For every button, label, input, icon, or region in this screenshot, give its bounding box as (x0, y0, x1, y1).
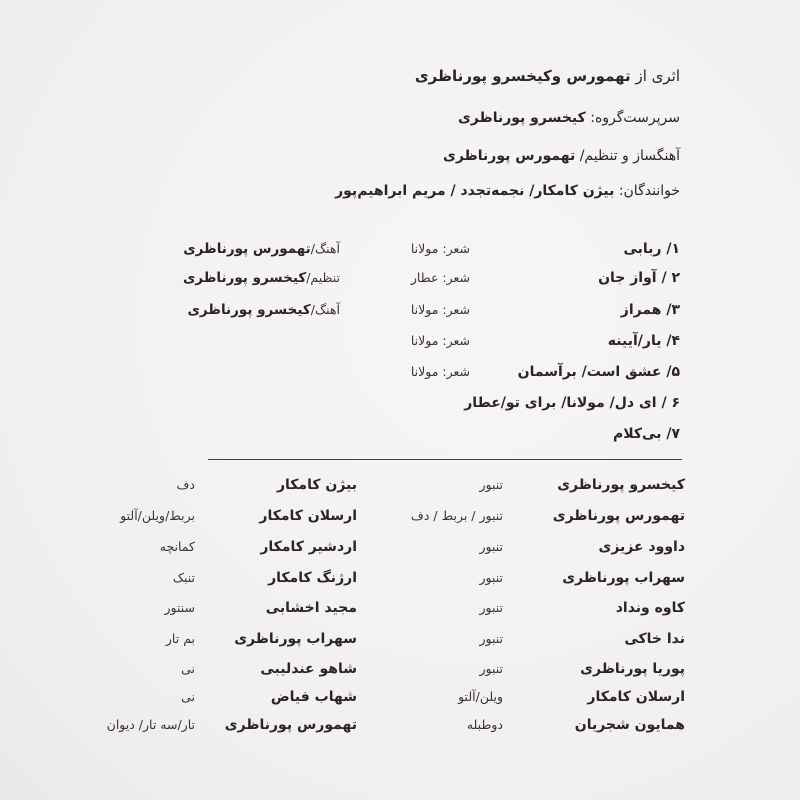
musician-name: اردشیر کامکار (260, 539, 357, 555)
musician-instrument: بربط/ویلن/آلتو (120, 508, 195, 523)
track-title: ۷/ بی‌کلام (613, 426, 680, 442)
musician-row (5, 508, 685, 530)
musician-row (5, 570, 685, 592)
credit-name: کیخسرو پورناظری (187, 302, 311, 318)
musician-instrument: تنبور (479, 477, 503, 492)
track-poet: شعر: مولانا (410, 364, 470, 379)
director-label: سرپرست‌گروه: (590, 110, 680, 126)
credit-label: آهنگ/ (310, 241, 340, 256)
musician-name: بیژن کامکار (276, 477, 357, 493)
musician-instrument: تنبور (479, 570, 503, 585)
musician-name: تهمورس پورناظری (552, 508, 685, 524)
musician-instrument: نی (181, 661, 195, 676)
credit-label: تنظیم/ (306, 270, 340, 285)
track-title: ۲ / آواز جان (598, 270, 680, 286)
musician-row (5, 477, 685, 499)
title-prefix: اثری از (635, 67, 680, 85)
musician-instrument: تنبور (479, 631, 503, 646)
singers-names: بیژن کامکار/ نجمه‌تجدد / مریم ابراهیم‌پور (335, 183, 615, 199)
track-credit (183, 270, 340, 286)
track-item (80, 426, 680, 448)
musician-instrument: ویلن/آلتو (458, 689, 503, 704)
track-item (80, 364, 680, 386)
track-poet: شعر: مولانا (410, 241, 470, 256)
credit-name: تهمورس پورناظری (183, 241, 311, 257)
track-title: ۵/ عشق است/ برآسمان (517, 364, 680, 380)
director-line (458, 108, 680, 128)
composer-label: آهنگساز و تنظیم/ (579, 148, 680, 164)
composer-line (443, 146, 680, 166)
singers-label: خوانندگان: (618, 183, 680, 199)
musician-name: ارسلان کامکار (587, 689, 685, 705)
title-names: تهمورس وکیخسرو پورناظری (414, 67, 631, 85)
credit-name: کیخسرو پورناظری (182, 270, 307, 286)
musician-name: تهمورس پورناظری (224, 717, 357, 733)
track-item (80, 270, 680, 292)
musician-row (5, 600, 685, 622)
track-title: ۳/ همراز (620, 302, 680, 318)
musician-name: کاوه ونداد (615, 600, 685, 616)
musician-instrument: تار/سه تار/ دیوان (106, 717, 195, 732)
musician-name: شهاب فیاض (270, 689, 357, 705)
musician-name: مجید اخشابی (265, 600, 357, 616)
musician-instrument: تنبک (172, 570, 195, 585)
musician-name: ارژنگ کامکار (268, 570, 357, 586)
track-item (80, 302, 680, 324)
musician-name: ندا خاکی (624, 631, 685, 647)
musician-instrument: بم تار (165, 631, 195, 646)
track-credit (183, 241, 340, 257)
musician-row (5, 631, 685, 653)
section-divider (208, 459, 682, 460)
musician-name: سهراب پورناظری (234, 631, 357, 647)
track-item (80, 241, 680, 263)
musician-row (5, 717, 685, 739)
musician-instrument: کمانچه (159, 539, 195, 554)
composer-name: تهمورس پورناظری (443, 148, 576, 164)
director-name: کیخسرو پورناظری (457, 110, 586, 126)
musician-row (5, 689, 685, 711)
track-poet: شعر: عطار (410, 270, 470, 285)
musician-row (5, 661, 685, 683)
musician-instrument: دف (176, 477, 195, 492)
musician-name: شاهو عندلیبی (260, 661, 357, 677)
musician-name: پوریا پورناظری (580, 661, 685, 677)
musician-instrument: تنبور (479, 539, 503, 554)
musician-name: داوود عزیزی (598, 539, 685, 555)
track-title: ۱/ ربابی (623, 241, 680, 257)
track-title: ۶ / ای دل/ مولانا/ برای تو/عطار (464, 395, 680, 411)
musician-instrument: تنبور (479, 600, 503, 615)
singers-line (335, 181, 680, 201)
track-item (80, 395, 680, 417)
track-poet: شعر: مولانا (410, 333, 470, 348)
track-poet: شعر: مولانا (410, 302, 470, 317)
musician-instrument: سنتور (164, 600, 195, 615)
musician-instrument: تنبور (479, 661, 503, 676)
musician-name: ارسلان کامکار (259, 508, 357, 524)
track-item (80, 333, 680, 355)
track-credit (188, 302, 341, 318)
musician-name: همایون شجریان (574, 717, 685, 733)
musician-instrument: نی (181, 689, 195, 704)
musician-name: کیخسرو پورناظری (557, 477, 685, 493)
musician-name: سهراب پورناظری (562, 570, 685, 586)
track-title: ۴/ یار/آیینه (607, 333, 680, 349)
credit-label: آهنگ/ (310, 302, 340, 317)
musician-instrument: دوطبله (466, 717, 503, 732)
musician-instrument: تنبور / بربط / دف (410, 508, 503, 523)
album-title (415, 66, 680, 86)
musician-row (5, 539, 685, 561)
